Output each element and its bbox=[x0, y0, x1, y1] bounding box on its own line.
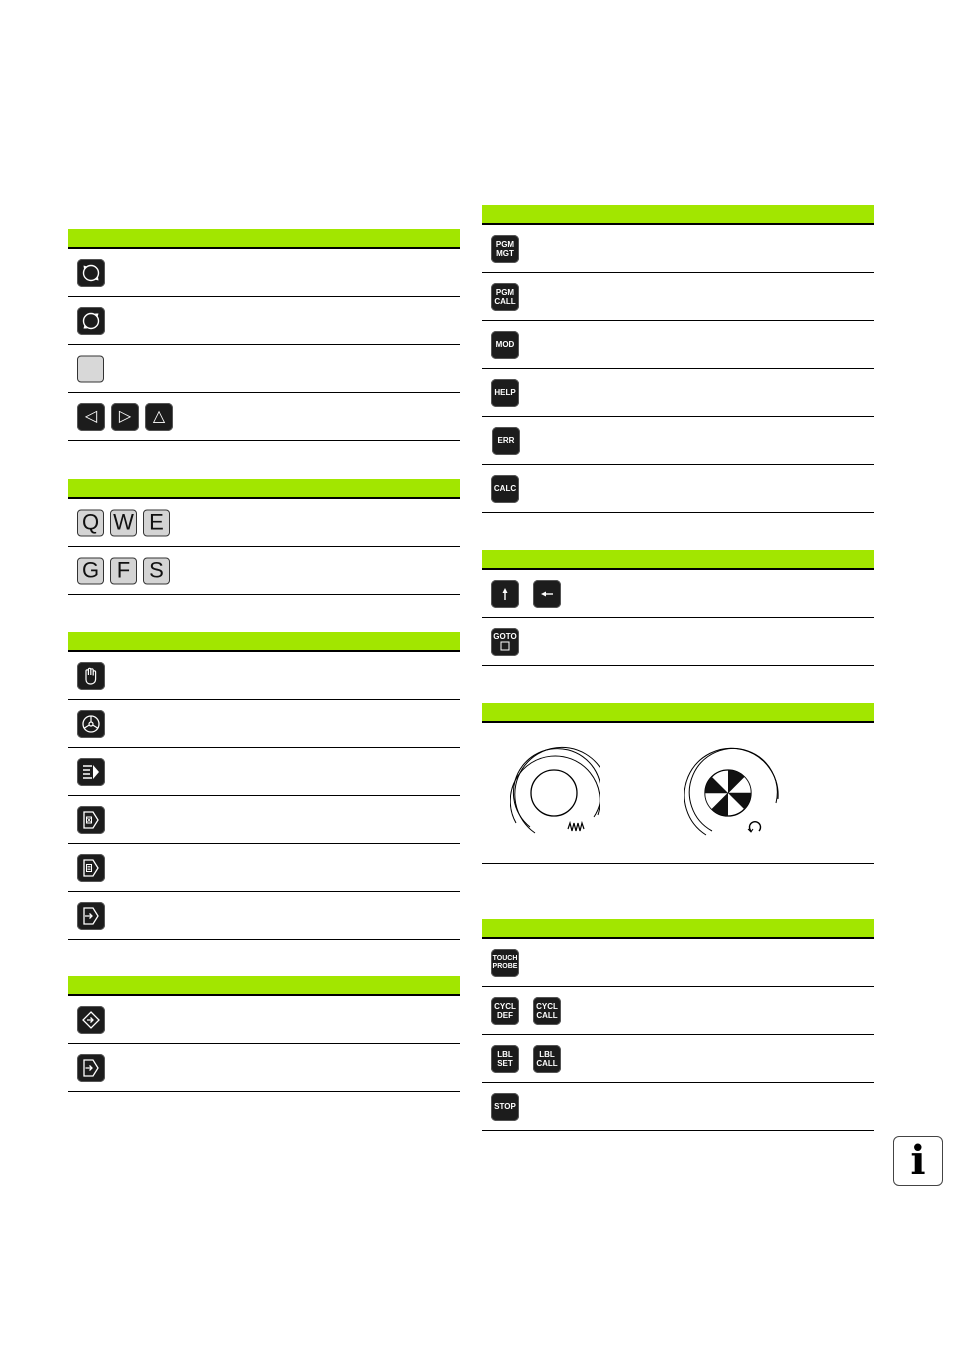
table-row bbox=[482, 465, 874, 513]
feed-rate-override-dial[interactable] bbox=[510, 745, 600, 837]
help-key[interactable]: HELP bbox=[491, 379, 519, 407]
programming-modes-section bbox=[68, 976, 460, 1092]
table-row bbox=[68, 345, 460, 393]
pgm-call-key[interactable]: PGM CALL bbox=[491, 283, 519, 311]
key-q[interactable]: Q bbox=[77, 509, 104, 536]
err-key[interactable]: ERR bbox=[492, 427, 520, 455]
program-keys-section bbox=[482, 205, 874, 513]
arrow-up-key[interactable] bbox=[491, 580, 519, 608]
touch-probe-key[interactable]: TOUCH PROBE bbox=[491, 949, 519, 977]
section-header bbox=[482, 205, 874, 225]
program-run-single-block-key[interactable] bbox=[77, 806, 105, 834]
calc-key[interactable]: CALC bbox=[491, 475, 519, 503]
goto-key[interactable]: GOTO bbox=[491, 628, 519, 656]
table-row bbox=[68, 499, 460, 547]
softkey-right-button[interactable] bbox=[111, 403, 139, 431]
softkey-up-button[interactable] bbox=[145, 403, 173, 431]
table-row bbox=[482, 225, 874, 273]
table-row bbox=[68, 996, 460, 1044]
table-row bbox=[68, 1044, 460, 1092]
table-row bbox=[482, 570, 874, 618]
section-header bbox=[482, 703, 874, 723]
table-row bbox=[68, 700, 460, 748]
key-s[interactable]: S bbox=[143, 557, 170, 584]
table-row bbox=[482, 369, 874, 417]
navigation-keys-section bbox=[482, 550, 874, 666]
hand-icon bbox=[80, 665, 102, 687]
key-g[interactable]: G bbox=[77, 557, 104, 584]
cycle-keys-section bbox=[482, 919, 874, 1131]
section-header bbox=[68, 479, 460, 499]
program-run-full-sequence-key[interactable] bbox=[77, 854, 105, 882]
blank-softkey[interactable] bbox=[77, 355, 104, 382]
table-row bbox=[68, 796, 460, 844]
lbl-call-key[interactable]: LBL CALL bbox=[533, 1045, 561, 1073]
table-row bbox=[482, 987, 874, 1035]
single-block-icon bbox=[80, 809, 102, 831]
triangle-right-icon: ▷ bbox=[118, 408, 132, 425]
table-row bbox=[68, 892, 460, 940]
spindle-speed-override-dial[interactable] bbox=[684, 745, 784, 837]
screen-layout-key[interactable] bbox=[77, 259, 105, 287]
table-row bbox=[482, 273, 874, 321]
test-run-icon bbox=[80, 1057, 102, 1079]
dials-row bbox=[482, 723, 874, 864]
zigzag-icon bbox=[568, 823, 584, 831]
screen-switch-key[interactable] bbox=[77, 307, 105, 335]
screen-layout-icon bbox=[80, 262, 102, 284]
table-row bbox=[68, 844, 460, 892]
softkey-left-button[interactable] bbox=[77, 403, 105, 431]
section-header bbox=[68, 632, 460, 652]
cycl-def-key[interactable]: CYCL DEF bbox=[491, 997, 519, 1025]
info-icon: i bbox=[910, 1137, 926, 1184]
table-row bbox=[68, 249, 460, 297]
lbl-set-key[interactable]: LBL SET bbox=[491, 1045, 519, 1073]
section-header bbox=[482, 919, 874, 939]
key-w[interactable]: W bbox=[110, 509, 137, 536]
table-row bbox=[482, 417, 874, 465]
override-dials-section bbox=[482, 703, 874, 864]
arrow-left-icon bbox=[537, 584, 557, 604]
full-sequence-icon bbox=[80, 857, 102, 879]
cycl-call-key[interactable]: CYCL CALL bbox=[533, 997, 561, 1025]
key-f[interactable]: F bbox=[110, 557, 137, 584]
triangle-left-icon: ◁ bbox=[84, 408, 98, 425]
key-e[interactable]: E bbox=[143, 509, 170, 536]
table-row bbox=[482, 939, 874, 987]
table-row bbox=[68, 652, 460, 700]
table-row bbox=[68, 748, 460, 796]
smart-select-key[interactable] bbox=[77, 902, 105, 930]
info-badge bbox=[893, 1136, 943, 1186]
electronic-handwheel-key[interactable] bbox=[77, 710, 105, 738]
table-row bbox=[482, 1035, 874, 1083]
handwheel-icon bbox=[80, 713, 102, 735]
table-row bbox=[68, 297, 460, 345]
table-row bbox=[482, 1083, 874, 1131]
section-header bbox=[68, 229, 460, 249]
test-run-key[interactable] bbox=[77, 1054, 105, 1082]
screen-keys-section bbox=[68, 229, 460, 441]
section-header bbox=[68, 976, 460, 996]
machine-modes-section bbox=[68, 632, 460, 940]
alpha-keyboard-section bbox=[68, 479, 460, 595]
table-row bbox=[482, 321, 874, 369]
square-icon bbox=[500, 641, 510, 651]
programming-editing-key[interactable] bbox=[77, 1006, 105, 1034]
manual-operation-key[interactable] bbox=[77, 662, 105, 690]
table-row bbox=[68, 393, 460, 441]
screen-switch-icon bbox=[80, 310, 102, 332]
triangle-up-icon: △ bbox=[152, 408, 166, 425]
mod-key[interactable]: MOD bbox=[491, 331, 519, 359]
pgm-mgt-key[interactable]: PGM MGT bbox=[491, 235, 519, 263]
arrow-up-icon bbox=[495, 584, 515, 604]
mdi-icon bbox=[80, 761, 102, 783]
arrow-into-block-icon bbox=[80, 905, 102, 927]
rotation-icon bbox=[750, 822, 761, 831]
table-row bbox=[68, 547, 460, 595]
section-header bbox=[482, 550, 874, 570]
arrow-left-key[interactable] bbox=[533, 580, 561, 608]
table-row bbox=[482, 618, 874, 666]
spindle-pinwheel-icon bbox=[705, 770, 751, 816]
stop-key[interactable]: STOP bbox=[491, 1093, 519, 1121]
programming-icon bbox=[80, 1009, 102, 1031]
positioning-mdi-key[interactable] bbox=[77, 758, 105, 786]
